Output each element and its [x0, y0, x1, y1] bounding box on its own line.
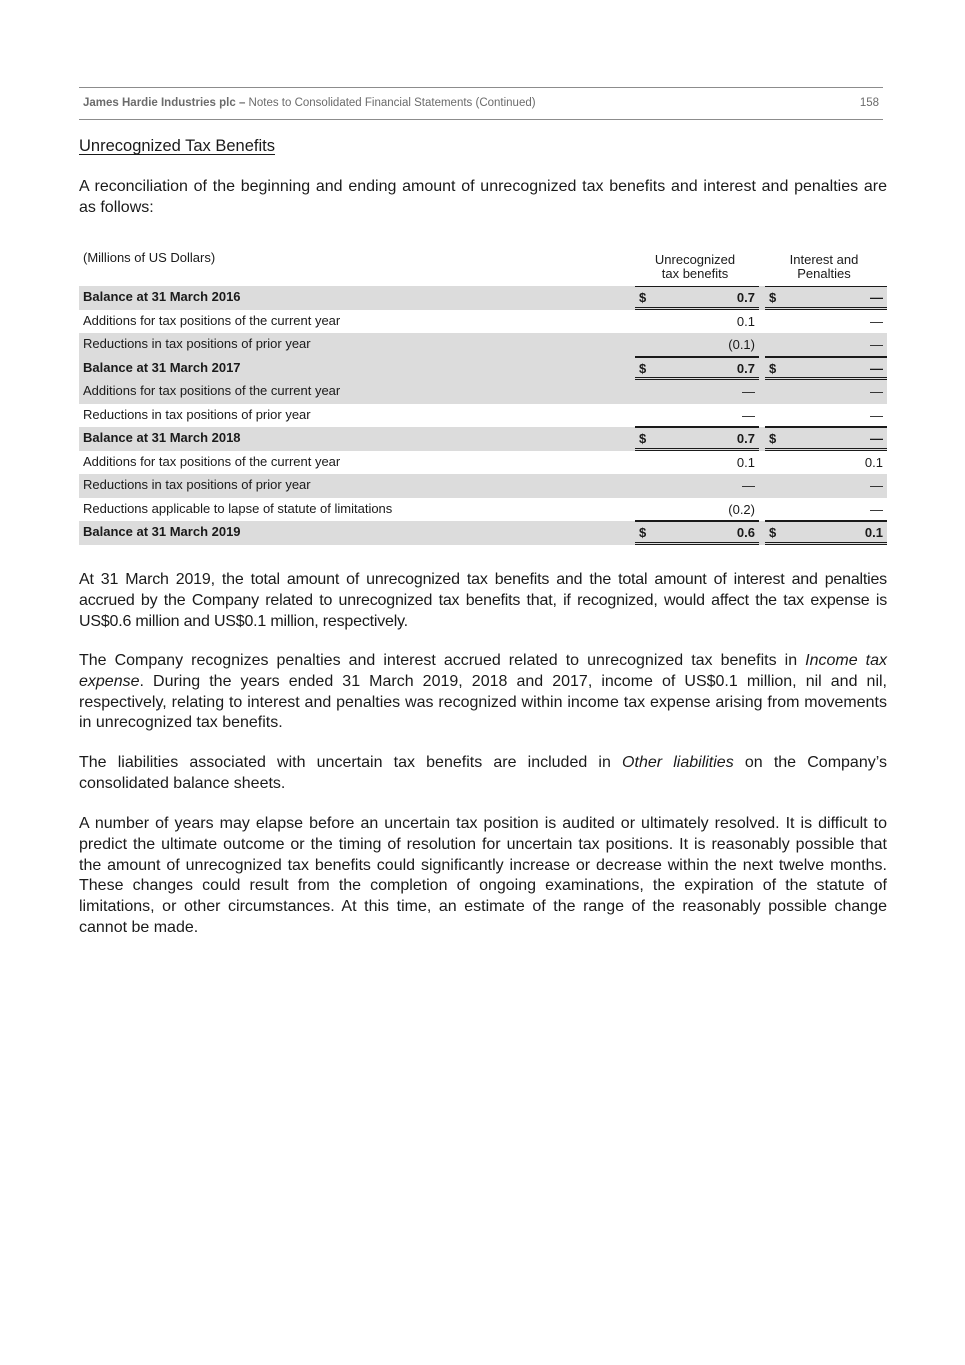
- row-label: Balance at 31 March 2017: [83, 359, 241, 375]
- col-header-unrecognized: [631, 253, 759, 281]
- cell-interest: [765, 380, 887, 404]
- p3-emphasis: Other liabilities: [622, 754, 734, 771]
- header-company: James Hardie Industries plc –: [83, 97, 246, 109]
- table-units: (Millions of US Dollars): [83, 250, 216, 265]
- row-label: Balance at 31 March 2016: [83, 289, 241, 304]
- col-header-interest-line1: Interest and: [789, 252, 859, 267]
- currency-symbol: $: [639, 525, 647, 540]
- cell-unrecognized: [635, 333, 759, 357]
- col-header-unrecognized-line2: tax benefits: [661, 266, 729, 281]
- p2-text-a: The Company recognizes penalties and interest accrued related to unrecognized tax benefits in: [79, 652, 806, 669]
- p2-emphasis: Income tax expense: [79, 652, 888, 690]
- cell-unrecognized: [635, 498, 759, 522]
- p3-text-a: The liabilities associated with uncertain tax benefits are included in: [79, 754, 623, 771]
- cell-interest: [765, 474, 887, 498]
- cell-value: —: [870, 501, 883, 517]
- p3-text-b: on the Company’s consolidated balance sheets.: [79, 754, 887, 792]
- cell-value: —: [870, 337, 883, 352]
- cell-value: 0.1: [864, 454, 883, 470]
- table-row: [79, 310, 887, 334]
- cell-value: —: [870, 360, 883, 376]
- row-label: Additions for tax positions of the current year: [83, 312, 341, 328]
- currency-symbol: $: [769, 360, 777, 376]
- row-label: Reductions in tax positions of prior year: [83, 336, 311, 351]
- currency-symbol: $: [639, 290, 647, 305]
- cell-value: —: [742, 478, 755, 493]
- cell-value: —: [870, 407, 883, 423]
- paragraph-totals: At 31 March 2019, the total amount of unrecognized tax benefits and the total amount of interest and penalties accrued by the Company related to unrecognized tax benefits that, if recognized, would affect the tax expense is US$0.6 million and US$0.1 million, respectively.: [79, 571, 887, 630]
- currency-symbol: $: [769, 525, 777, 540]
- currency-symbol: $: [639, 360, 647, 376]
- cell-unrecognized: [635, 404, 759, 428]
- page-number: 158: [859, 97, 879, 109]
- cell-value: 0.1: [864, 525, 883, 540]
- cell-unrecognized: [635, 310, 759, 334]
- cell-value: 0.7: [736, 290, 755, 305]
- row-label: Additions for tax positions of the current year: [83, 383, 341, 398]
- cell-value: 0.7: [736, 360, 755, 376]
- cell-interest: [765, 521, 887, 545]
- cell-value: 0.7: [736, 431, 755, 446]
- table-row: [79, 521, 887, 545]
- table-row: [79, 427, 887, 451]
- cell-value: —: [870, 431, 883, 446]
- cell-interest: [765, 333, 887, 357]
- table-row: [79, 498, 887, 522]
- cell-value: —: [742, 407, 755, 423]
- header-subtitle: Notes to Consolidated Financial Statements (Continued): [245, 97, 536, 109]
- cell-unrecognized: [635, 521, 759, 545]
- col-header-interest: [760, 253, 888, 281]
- paragraph-liabilities: [79, 753, 887, 795]
- header-text: [83, 97, 536, 109]
- p2-text-b: . During the years ended 31 March 2019, 2018 and 2017, income of US$0.1 million, nil and nil, respectively, relating to interest and penalties was recognized within income tax expense arising from movements in unrecognized tax benefits.: [79, 672, 887, 732]
- row-label: Reductions applicable to lapse of statute of limitations: [83, 500, 393, 516]
- cell-value: 0.1: [736, 454, 755, 470]
- cell-value: —: [870, 478, 883, 493]
- cell-value: —: [870, 313, 883, 329]
- table-row: [79, 451, 887, 475]
- cell-value: (0.1): [728, 337, 755, 352]
- currency-symbol: $: [769, 290, 777, 305]
- cell-unrecognized: [635, 380, 759, 404]
- currency-symbol: $: [769, 431, 777, 446]
- cell-unrecognized: [635, 451, 759, 475]
- table-row: [79, 333, 887, 357]
- table-row: [79, 286, 887, 310]
- col-header-interest-line2: Penalties: [797, 266, 851, 281]
- table-row: [79, 380, 887, 404]
- cell-unrecognized: [635, 286, 759, 310]
- cell-interest: [765, 286, 887, 310]
- cell-unrecognized: [635, 474, 759, 498]
- cell-value: 0.6: [736, 525, 755, 540]
- paragraph-penalties: [79, 651, 887, 734]
- cell-value: —: [870, 384, 883, 399]
- cell-value: 0.1: [736, 313, 755, 329]
- table-row: [79, 357, 887, 381]
- cell-value: (0.2): [728, 501, 755, 517]
- cell-interest: [765, 427, 887, 451]
- row-label: Reductions in tax positions of prior year: [83, 406, 311, 422]
- intro-paragraph: A reconciliation of the beginning and ending amount of unrecognized tax benefits and interest and penalties are as follows:: [79, 178, 887, 216]
- row-label: Additions for tax positions of the current year: [83, 453, 341, 469]
- cell-value: —: [870, 290, 883, 305]
- cell-interest: [765, 498, 887, 522]
- cell-interest: [765, 310, 887, 334]
- cell-interest: [765, 404, 887, 428]
- table-row: [79, 474, 887, 498]
- cell-unrecognized: [635, 357, 759, 381]
- page-header: [79, 87, 883, 120]
- section-title: Unrecognized Tax Benefits: [79, 137, 275, 155]
- row-label: Reductions in tax positions of prior year: [83, 477, 311, 492]
- row-label: Balance at 31 March 2018: [83, 430, 241, 445]
- table-row: [79, 404, 887, 428]
- currency-symbol: $: [639, 431, 647, 446]
- paragraph-uncertain: A number of years may elapse before an uncertain tax position is audited or ultimately resolved. It is difficult to predict the ultimate outcome or the timing of resolution for uncertain tax positions. It is reasonably possible that the amount of unrecognized tax benefits could significantly increase or decrease within the next twelve months. These changes could result from the completion of ongoing examinations, the expiration of the statute of limitations, or other circumstances. At this time, an estimate of the range of the reasonably possible change cannot be made.: [79, 815, 887, 936]
- cell-unrecognized: [635, 427, 759, 451]
- cell-interest: [765, 451, 887, 475]
- cell-value: —: [742, 384, 755, 399]
- col-header-unrecognized-line1: Unrecognized: [654, 252, 736, 267]
- row-label: Balance at 31 March 2019: [83, 524, 241, 539]
- cell-interest: [765, 357, 887, 381]
